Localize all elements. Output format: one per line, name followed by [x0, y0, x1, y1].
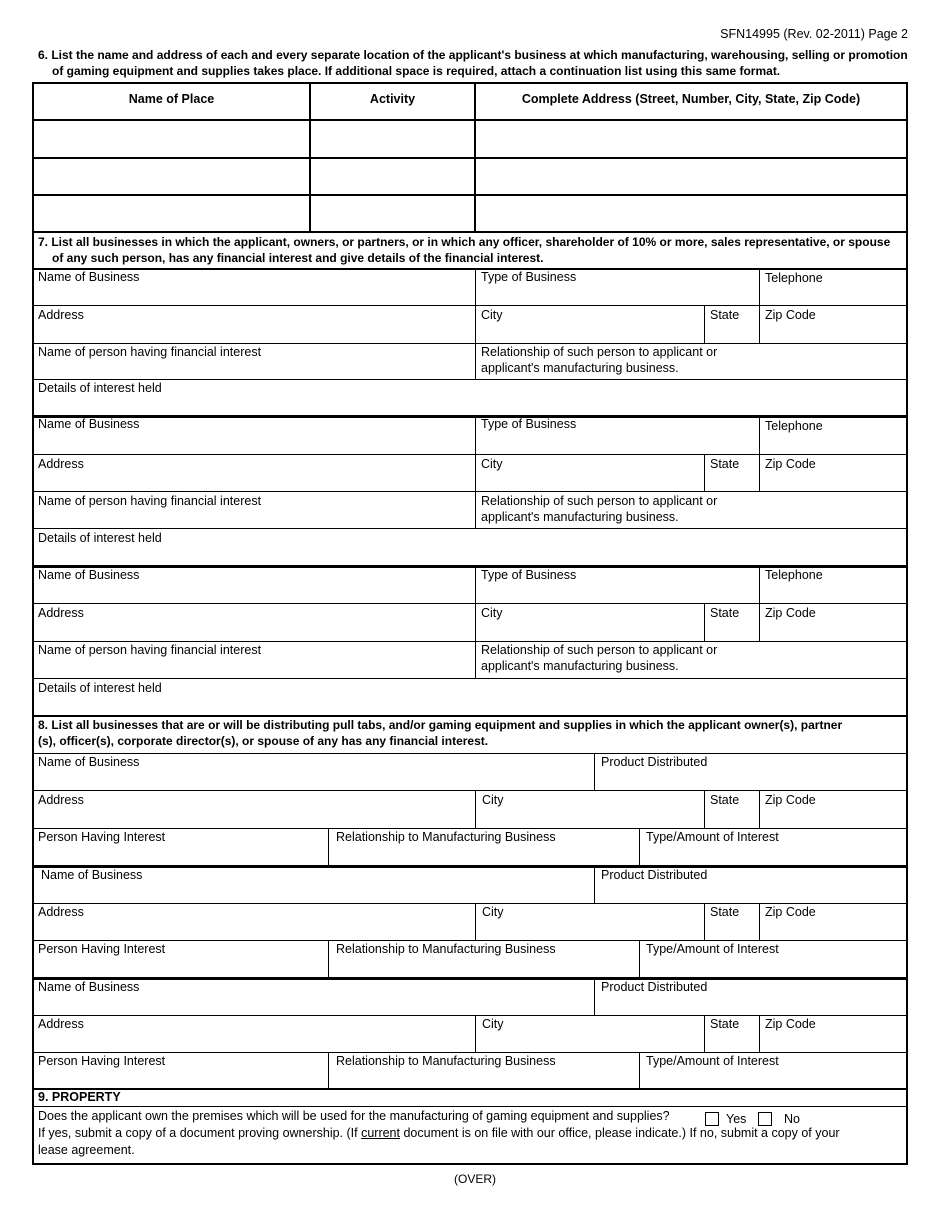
label-state: State — [710, 308, 740, 322]
label-address: Address — [38, 1017, 84, 1031]
label-relationship — [481, 642, 717, 674]
label-relationship-line2: applicant's manufacturing business. — [481, 361, 679, 375]
section9-instruction-line2 — [38, 1125, 840, 1141]
label-address: Address — [38, 793, 84, 807]
label-person-financial-interest: Name of person having financial interest — [38, 494, 262, 508]
label-address: Address — [38, 606, 84, 620]
label-relationship — [481, 344, 717, 376]
label-city: City — [482, 793, 504, 807]
label-address: Address — [38, 457, 84, 471]
over-indicator: (OVER) — [454, 1172, 496, 1186]
label-zip-code: Zip Code — [765, 308, 816, 322]
label-person-having-interest: Person Having Interest — [38, 942, 166, 956]
place-name-input-1[interactable] — [38, 129, 304, 149]
label-relationship-line2: applicant's manufacturing business. — [481, 659, 679, 673]
col-activity: Activity — [369, 92, 416, 106]
label-product-distributed: Product Distributed — [601, 755, 708, 769]
label-state: State — [710, 457, 740, 471]
label-type-of-business: Type of Business — [481, 270, 577, 284]
label-telephone: Telephone — [765, 568, 823, 582]
label-city: City — [482, 1017, 504, 1031]
label-state: State — [710, 793, 740, 807]
label-type-of-business: Type of Business — [481, 417, 577, 431]
label-name-of-business: Name of Business — [38, 417, 140, 431]
col-complete-address: Complete Address (Street, Number, City, State, Zip Code) — [521, 92, 861, 106]
place-name-input-2[interactable] — [38, 166, 304, 186]
section7-line1: 7. List all businesses in which the applicant, owners, or partners, or in which any officer, shareholder of 10% or more, sales representative, or spouse — [38, 235, 891, 249]
yes-checkbox[interactable] — [705, 1112, 719, 1126]
label-telephone: Telephone — [765, 271, 823, 285]
label-type-of-business: Type of Business — [481, 568, 577, 582]
form-id: SFN14995 (Rev. 02-2011) Page 2 — [720, 27, 908, 41]
label-no: No — [784, 1112, 800, 1126]
label-type-amount-interest: Type/Amount of Interest — [646, 1054, 779, 1068]
label-address: Address — [38, 308, 84, 322]
label-name-of-business: Name of Business — [41, 868, 143, 882]
label-product-distributed: Product Distributed — [601, 980, 708, 994]
place-name-input-3[interactable] — [38, 203, 304, 223]
label-name-of-business: Name of Business — [38, 755, 140, 769]
label-name-of-business: Name of Business — [38, 568, 140, 582]
label-state: State — [710, 606, 740, 620]
label-details-of-interest: Details of interest held — [38, 531, 162, 545]
section8-line2: (s), officer(s), corporate director(s), or spouse of any has any financial interest. — [38, 734, 489, 748]
label-relationship-manufacturing: Relationship to Manufacturing Business — [336, 1054, 556, 1068]
section8-line1: 8. List all businesses that are or will be distributing pull tabs, and/or gaming equipment and supplies in which the applicant owner(s), partner — [38, 718, 843, 732]
no-checkbox[interactable] — [758, 1112, 772, 1126]
label-zip-code: Zip Code — [765, 905, 816, 919]
section9-line2-current: current — [361, 1126, 400, 1140]
address-input-3[interactable] — [480, 203, 900, 223]
label-person-having-interest: Person Having Interest — [38, 830, 166, 844]
label-telephone: Telephone — [765, 419, 823, 433]
section7-line2: of any such person, has any financial interest and give details of the financial interest. — [52, 251, 544, 265]
label-person-financial-interest: Name of person having financial interest — [38, 643, 262, 657]
label-type-amount-interest: Type/Amount of Interest — [646, 830, 779, 844]
activity-input-2[interactable] — [315, 166, 469, 186]
label-relationship — [481, 493, 717, 525]
label-name-of-business: Name of Business — [38, 980, 140, 994]
section8-instructions — [38, 717, 918, 749]
label-zip-code: Zip Code — [765, 1017, 816, 1031]
label-yes: Yes — [726, 1112, 747, 1126]
section9-line2-a: If yes, submit a copy of a document proving ownership. (If — [38, 1126, 362, 1140]
label-city: City — [481, 308, 503, 322]
label-state: State — [710, 1017, 740, 1031]
section9-question: Does the applicant own the premises which will be used for the manufacturing of gaming equipment and supplies? — [38, 1109, 670, 1123]
label-details-of-interest: Details of interest held — [38, 381, 162, 395]
label-type-amount-interest: Type/Amount of Interest — [646, 942, 779, 956]
label-zip-code: Zip Code — [765, 457, 816, 471]
label-relationship-line1: Relationship of such person to applicant or — [481, 494, 718, 508]
label-relationship-manufacturing: Relationship to Manufacturing Business — [336, 942, 556, 956]
address-input-2[interactable] — [480, 166, 900, 186]
label-product-distributed: Product Distributed — [601, 868, 708, 882]
label-relationship-line1: Relationship of such person to applicant or — [481, 643, 718, 657]
label-details-of-interest: Details of interest held — [38, 681, 162, 695]
label-relationship-line2: applicant's manufacturing business. — [481, 510, 679, 524]
activity-input-3[interactable] — [315, 203, 469, 223]
label-city: City — [481, 606, 503, 620]
section6-line1: 6. List the name and address of each and every separate location of the applicant's business at which manufacturing, warehousing, selling or promotion — [38, 48, 908, 62]
section6-instructions — [38, 47, 918, 79]
address-input-1[interactable] — [480, 129, 900, 149]
label-relationship-manufacturing: Relationship to Manufacturing Business — [336, 830, 556, 844]
section9-title: 9. PROPERTY — [38, 1090, 121, 1104]
label-zip-code: Zip Code — [765, 793, 816, 807]
col-name-of-place: Name of Place — [128, 92, 215, 106]
label-name-of-business: Name of Business — [38, 270, 140, 284]
activity-input-1[interactable] — [315, 129, 469, 149]
section7-instructions — [38, 234, 918, 266]
label-relationship-line1: Relationship of such person to applicant or — [481, 345, 718, 359]
label-person-financial-interest: Name of person having financial interest — [38, 345, 262, 359]
section6-line2: of gaming equipment and supplies takes place. If additional space is required, attach a continuation list using this same format. — [52, 64, 781, 78]
label-city: City — [482, 905, 504, 919]
label-zip-code: Zip Code — [765, 606, 816, 620]
label-state: State — [710, 905, 740, 919]
label-person-having-interest: Person Having Interest — [38, 1054, 166, 1068]
section9-line2-b: document is on file with our office, please indicate.) If no, submit a copy of your — [399, 1126, 840, 1140]
label-city: City — [481, 457, 503, 471]
section9-instruction-line3: lease agreement. — [38, 1143, 135, 1157]
label-address: Address — [38, 905, 84, 919]
